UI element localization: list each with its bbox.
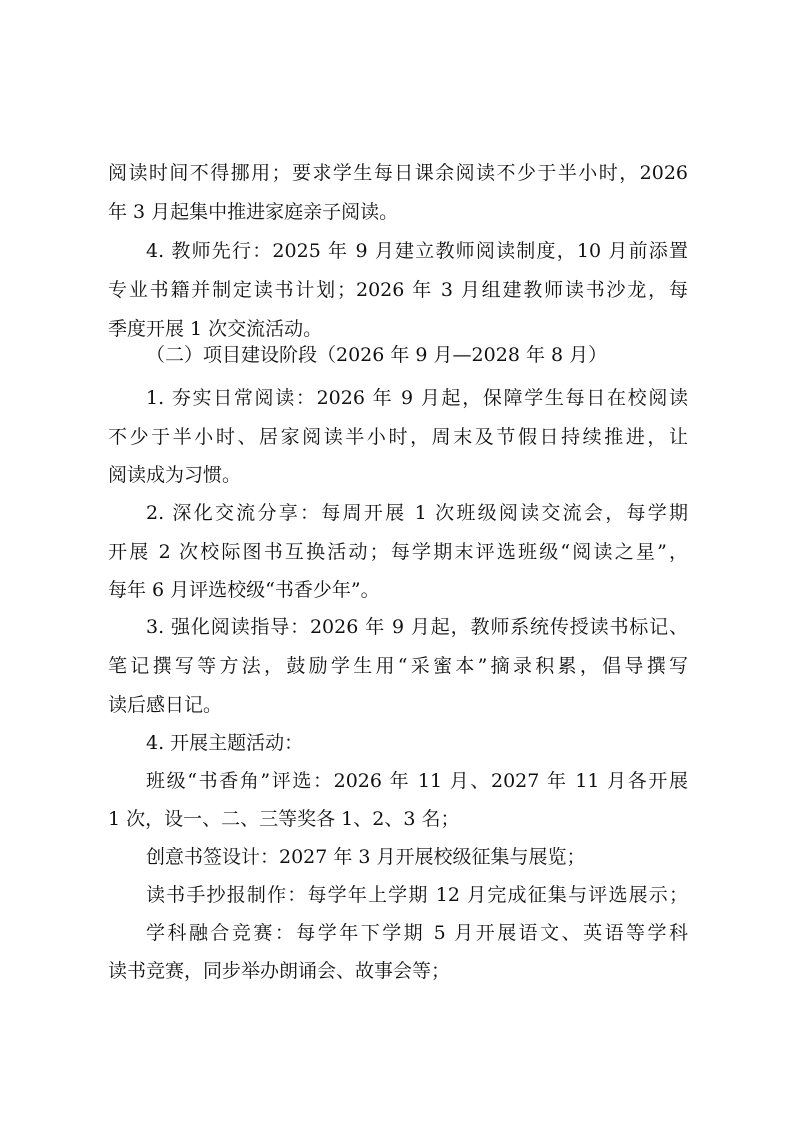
text-line: 1 次，设一、二、三等奖各 1、2、3 名； bbox=[108, 808, 460, 830]
text-line: 4. 教师先行：2025 年 9 月建立教师阅读制度，10 月前添置 bbox=[146, 240, 688, 262]
text-line: 3. 强化阅读指导：2026 年 9 月起，教师系统传授读书标记、 bbox=[146, 616, 688, 638]
text-line: 创意书签设计：2027 年 3 月开展校级征集与展览； bbox=[146, 846, 586, 868]
text-line: 2. 深化交流分享：每周开展 1 次班级阅读交流会，每学期 bbox=[146, 502, 688, 524]
text-line: 学科融合竞赛：每学年下学期 5 月开展语文、英语等学科 bbox=[146, 922, 688, 944]
text-line: 班级“书香角”评选：2026 年 11 月、2027 年 11 月各开展 bbox=[146, 770, 688, 792]
text-line: 年 3 月起集中推进家庭亲子阅读。 bbox=[108, 201, 399, 223]
text-line: 季度开展 1 次交流活动。 bbox=[108, 318, 323, 340]
text-line: 专业书籍并制定读书计划；2026 年 3 月组建教师读书沙龙，每 bbox=[108, 279, 688, 301]
text-line: 不少于半小时、居家阅读半小时，周末及节假日持续推进，让 bbox=[108, 426, 688, 448]
text-line: 读书手抄报制作：每学年上学期 12 月完成征集与评选展示； bbox=[146, 884, 688, 906]
text-line: 笔记撰写等方法，鼓励学生用“采蜜本”摘录积累，倡导撰写 bbox=[108, 655, 688, 677]
text-line: 读书竞赛，同步举办朗诵会、故事会等； bbox=[108, 960, 451, 982]
text-line: 每年 6 月评选校级“书香少年”。 bbox=[108, 579, 380, 601]
text-line: 阅读成为习惯。 bbox=[108, 464, 242, 486]
text-line: 1. 夯实日常阅读：2026 年 9 月起，保障学生每日在校阅读 bbox=[146, 387, 688, 409]
section-heading: （二）项目建设阶段（2026 年 9 月—2028 年 8 月） bbox=[146, 344, 608, 366]
text-line: 4. 开展主题活动： bbox=[146, 732, 304, 754]
text-line: 阅读时间不得挪用；要求学生每日课余阅读不少于半小时，2026 bbox=[108, 162, 688, 184]
text-line: 读后感日记。 bbox=[108, 694, 223, 716]
text-line: 开展 2 次校际图书互换活动；每学期末评选班级“阅读之星”， bbox=[108, 541, 688, 563]
